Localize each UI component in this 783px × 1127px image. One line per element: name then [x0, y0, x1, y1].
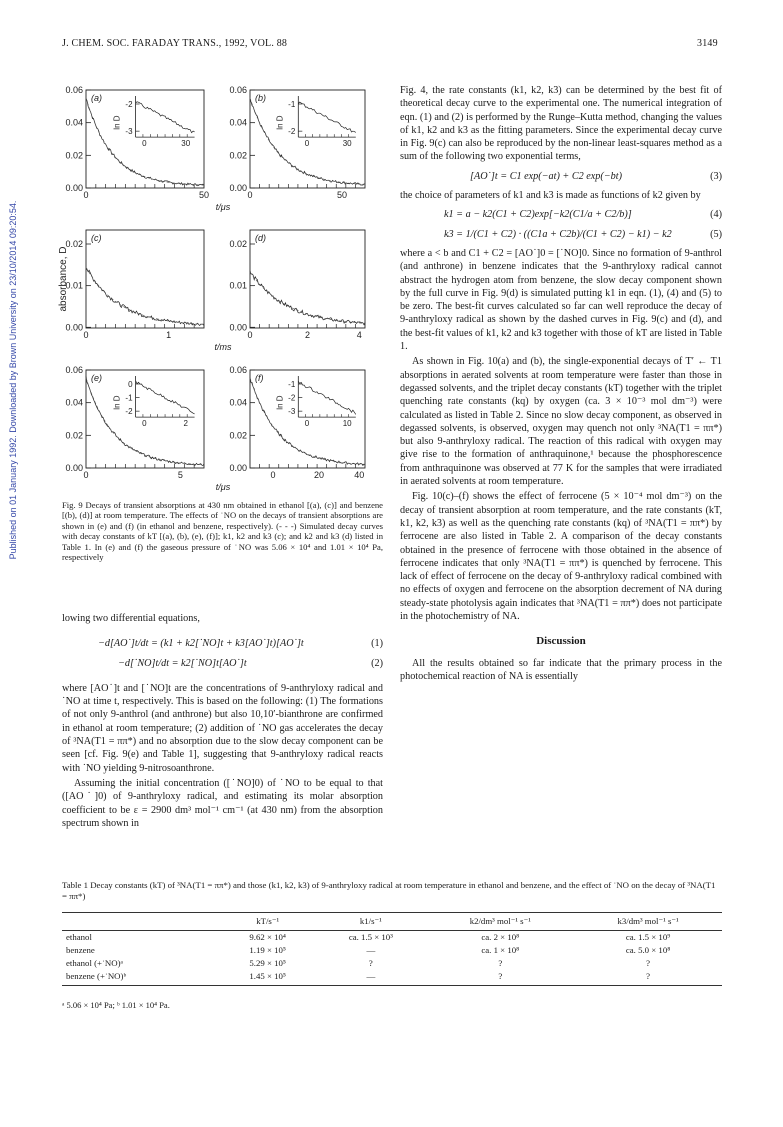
x-tick-label: 50	[336, 190, 348, 200]
y-tick-label: 0.02	[229, 150, 247, 161]
table-cell: ethanol	[66, 932, 92, 942]
table-header-cell: k2/dm³ mol⁻¹ s⁻¹	[426, 913, 574, 931]
table-cell: ?	[646, 958, 651, 968]
paragraph: where a < b and C1 + C2 = [AO˙]0 = [˙NO]0. Since no formation of 9-anthrol (and anthrone) in benzene indicates that the 9-anthryloxy radical cannot abstract the hydrogen atom from benzene, the slow decay component shown by the full curve in Fig. 9(d) is simulated putting k1 in eqn. (1), (4) and (5) to be zero. The best-fit curves calculated so far can well reproduce the decay of 9-anthryloxy radical as shown by the dashed curves in Fig. 9(c) and (d), and the best-fit values of k1, k2 and k3 together with those of kT are listed in Table 1.	[400, 247, 722, 353]
paragraph: Assuming the initial concentration ([˙NO]0) of ˙NO to be equal to that ([AO˙]0) of 9-anthryloxy radical, and estimating its molar absorption coefficient to be ε = 2900 dm³ mol⁻¹ cm⁻¹ (at 430 nm) from the absorption spectrum shown in	[62, 777, 383, 829]
y-tick-label: 0.06	[229, 85, 247, 95]
y-axis-label: absorbance, D	[58, 246, 69, 312]
equation-1	[62, 637, 383, 650]
panel-label: (e)	[91, 373, 102, 383]
table-cell: benzene (+˙NO)ᵇ	[62, 970, 220, 986]
x-tick-label: 20	[313, 470, 325, 480]
table-cell: 5.29 × 10⁵	[249, 958, 286, 968]
panel-label: (b)	[255, 93, 266, 103]
plot-frame	[86, 230, 204, 328]
table-cell: ca. 1.5 × 10⁹	[625, 932, 671, 942]
inset-trace	[298, 381, 356, 414]
table-1	[62, 912, 722, 986]
inset-trace	[136, 102, 195, 133]
table-cell: ca. 5.0 × 10⁸	[625, 945, 671, 955]
inset-x-tick-label: 30	[181, 139, 191, 149]
table-cell: —	[366, 945, 376, 955]
left-column	[62, 612, 383, 832]
inset-x-tick-label: 0	[142, 419, 147, 429]
table-caption: Table 1 Decay constants (kT) of ³NA(T1 = ππ*) and those (k1, k2, k3) of 9-anthryloxy radical at room temperature in ethanol and benzene, and the effect of ˙NO on the decay of ³NA(T1 = ππ*)	[62, 880, 716, 901]
table-footnote: ᵃ 5.06 × 10⁴ Pa; ᵇ 1.01 × 10⁴ Pa.	[62, 1000, 170, 1010]
page-number: 3149	[697, 38, 718, 49]
x-tick-label: 0	[247, 190, 253, 200]
y-tick-label: 0.04	[229, 117, 247, 128]
inset-y-tick-label: 0	[128, 380, 133, 389]
table-header-cell: k3/dm³ mol⁻¹ s⁻¹	[574, 913, 722, 931]
paragraph: As shown in Fig. 10(a) and (b), the single-exponential decays of T′ ← T1 absorptions in aerated solvents at room temperature were faster than those in degassed solvents, and the triplet decay constants (kT) together with the triplet quenching rate constants (kq) by oxygen (ca. 3 × 10⁻³ mol dm⁻³) were calculated as listed in Table 2. Since no slow decay component, as observed in degassed solvents, is observed, oxygen may quench not only ³NA(T1 = ππ*) but also 9-anthryloxy radical. The reaction of this radical with oxygen may give rise to the formation of anthraquinone,¹ because the phosphorescence from anthraquinone was observed at 77 K for the samples that were irradiated in aerated solvents at room temperature.	[400, 356, 722, 488]
equation-body: −d[˙NO]t/dt = k2[˙NO]t[AO˙]t	[118, 657, 247, 669]
table-cell: 9.62 × 10⁴	[249, 932, 286, 942]
inset-y-tick-label: -3	[288, 407, 296, 417]
equation-number: (4)	[710, 209, 722, 221]
table-cell: ethanol (+˙NO)ᵃ	[66, 958, 123, 968]
simulated-fit-curve	[250, 272, 365, 323]
table-cell: ?	[426, 970, 574, 986]
equation-body: −d[AO˙]t/dt = (k1 + k2[˙NO]t + k3[AO˙]t)[AO˙]t	[98, 638, 304, 650]
inset-y-tick-label: -2	[125, 100, 133, 109]
y-tick-label: 0.02	[65, 150, 83, 161]
x-axis-label: t/μs	[215, 202, 231, 212]
inset-y-tick-label: -2	[288, 393, 296, 403]
x-tick-label: 4	[356, 330, 362, 340]
table-header-cell	[62, 913, 220, 931]
y-tick-label: 0.00	[65, 322, 83, 333]
panel-label: (a)	[91, 93, 102, 103]
inset-trace	[298, 102, 356, 132]
equation-number: (3)	[710, 170, 722, 182]
section-heading: Discussion	[536, 635, 586, 648]
y-tick-label: 0.00	[65, 183, 83, 193]
table-row	[62, 944, 722, 957]
y-tick-label: 0.01	[65, 280, 83, 291]
x-tick-label: 2	[304, 330, 311, 340]
y-tick-label: 0.06	[229, 365, 247, 375]
x-tick-label: 0	[83, 330, 89, 340]
table-cell: ?	[498, 958, 503, 968]
inset-y-tick-label: -2	[288, 127, 296, 137]
table-cell: 1.45 × 10⁵	[220, 970, 315, 986]
x-tick-label: 40	[354, 470, 365, 480]
equation-body: k3 = 1/(C1 + C2) · ((C1a + C2b)/(C1 + C2) − k1) − k2	[444, 228, 672, 240]
table-cell: ca. 1 × 10⁸	[481, 945, 520, 955]
paragraph: All the results obtained so far indicate that the primary process in the photochemical reaction of NA is essentially	[400, 657, 722, 682]
inset-y-axis-label: ln D	[275, 395, 285, 410]
table-header-cell: kT/s⁻¹	[220, 913, 315, 931]
paragraph: where [AO˙]t and [˙NO]t are the concentrations of 9-anthryloxy radical and ˙NO at time t, respectively. This is based on the following: (1) The formations of not only 9-anthrol (and anthrone) but also 10,10′-bianthrone are confirmed in ethanol at room temperature; (2) addition of ˙NO gas accelerates the decay of ³NA(T1 = ππ*) and no absorption due to the slow decay component can be seen [cf. Fig. 9(e) and Table 1], suggesting that 9-anthryloxy radical reacts with ˙NO yielding 9-nitrosoanthrone.	[62, 682, 383, 774]
inset-x-tick-label: 0	[304, 139, 310, 149]
table-cell: 1.19 × 10⁵	[249, 945, 286, 955]
inset-y-axis-label: ln D	[112, 395, 122, 410]
table-cell: benzene	[66, 945, 95, 955]
y-tick-label: 0.00	[229, 183, 247, 193]
inset-y-tick-label: -1	[288, 100, 296, 109]
inset-x-tick-label: 0	[304, 419, 310, 429]
inset-y-tick-label: -3	[125, 127, 133, 137]
y-tick-label: 0.02	[229, 239, 247, 249]
x-tick-label: 0	[270, 470, 276, 480]
equation-5	[400, 228, 722, 241]
paragraph: lowing two differential equations,	[62, 613, 200, 624]
download-watermark	[6, 60, 20, 700]
inset-y-axis-label: ln D	[275, 115, 285, 130]
x-tick-label: 0	[83, 470, 89, 480]
equation-number: (2)	[371, 657, 383, 669]
y-tick-label: 0.01	[229, 280, 247, 291]
y-tick-label: 0.04	[229, 397, 247, 408]
table-header-row	[62, 913, 722, 931]
x-tick-label: 50	[198, 190, 210, 200]
equation-body: [AO˙]t = C1 exp(−at) + C2 exp(−bt)	[470, 170, 622, 182]
paragraph: Fig. 4, the rate constants (k1, k2, k3) can be determined by the best fit of theoretical decay curve to the experimental one. The numerical integration of eqn. (1) and (2) is performed by the Runge–Kutta method, changing the values of k1, k2 and k3 as the fitting parameters. Since the experimental decay curve in Fig. 9(c) can also be reproduced by the non-linear least-squares method as a sum of the following two exponential terms,	[400, 85, 722, 163]
inset-x-tick-label: 2	[183, 419, 188, 429]
y-tick-label: 0.00	[65, 463, 83, 473]
y-tick-label: 0.00	[229, 322, 247, 333]
y-tick-label: 0.04	[65, 117, 83, 128]
inset-y-tick-label: -1	[288, 380, 296, 389]
table-row	[62, 957, 722, 970]
equation-3	[400, 170, 722, 183]
table-cell: ?	[574, 970, 722, 986]
paragraph: Fig. 10(c)–(f) shows the effect of ferrocene (5 × 10⁻⁴ mol dm⁻³) on the decay of transient absorption at room temperature, and the rate constants (kT, k1, k2, k3) as well as the quenching rate constants (kq) of ³NA(T1 = ππ*) by ferrocene are also listed in Table 2. A comparison of the decay constants obtained in the presence of ferrocene with those obtained in the absence of ferrocene indicates that only ³NA(T1 = ππ*) is quenched by ferrocene. This lack of effect of ferrocene on the decay of 9-anthryloxy radical combined with no effects of oxygen and ferrocene on the absorption decrement of NA during steady-state photolysis again indicates that ³NA(T1 = ππ*) does not participate in the photochemistry of NA.	[400, 491, 722, 622]
equation-number: (5)	[710, 228, 722, 240]
inset-y-tick-label: -1	[125, 393, 133, 403]
equation-4	[400, 208, 722, 221]
x-tick-label: 5	[177, 470, 183, 480]
y-tick-label: 0.04	[65, 397, 83, 408]
y-tick-label: 0.02	[229, 430, 247, 441]
download-watermark-text: Published on 01 January 1992. Downloaded by Brown University on 23/10/2014 09:20:54.	[8, 200, 18, 560]
figure-9	[58, 84, 388, 494]
panel-label: (f)	[255, 373, 264, 383]
y-tick-label: 0.06	[65, 85, 83, 95]
inset-trace	[136, 381, 195, 414]
decay-trace	[86, 269, 204, 325]
equation-body: k1 = a − k2(C1 + C2)exp[−k2(C1/a + C2/b)]	[444, 209, 632, 221]
figure-caption: Fig. 9 Decays of transient absorptions at 430 nm obtained in ethanol [(a), (c)] and benzene [(b), (d)] at room temperature. The effects of ˙NO on the decays of transient absorptions are shown in (e) and (f) (in ethanol and benzene, respectively). (- - -) Simulated decay curves with decay constants of kT [(a), (b), (e), (f)]; k1, k2 and k3 (c); and k2 and k3 (d) listed in Table 1. In (e) and (f) the gaseous pressure of ˙NO was 5.06 × 10⁴ and 1.01 × 10⁴ Pa, respectively	[62, 500, 383, 563]
y-tick-label: 0.00	[229, 463, 247, 473]
running-header: J. CHEM. SOC. FARADAY TRANS., 1992, VOL. 88	[62, 38, 288, 49]
inset-x-tick-label: 30	[342, 139, 352, 149]
table-cell: ca. 2 × 10⁸	[481, 932, 520, 942]
right-column	[400, 84, 722, 685]
x-tick-label: 0	[247, 330, 253, 340]
decay-trace	[250, 271, 365, 325]
simulated-fit-curve	[86, 267, 204, 324]
table-cell: —	[315, 970, 426, 986]
y-tick-label: 0.06	[65, 365, 83, 375]
table-row	[62, 931, 722, 945]
panel-label: (c)	[91, 233, 102, 243]
inset-y-axis-label: ln D	[112, 115, 122, 130]
table-cell: ca. 1.5 × 10³	[348, 932, 393, 942]
figure-9-plots	[58, 84, 388, 494]
x-tick-label: 0	[83, 190, 89, 200]
inset-x-tick-label: 0	[142, 139, 147, 149]
table-header-cell: k1/s⁻¹	[315, 913, 426, 931]
x-axis-label: t/ms	[214, 342, 232, 352]
panel-label: (d)	[255, 233, 266, 243]
inset-y-tick-label: -2	[125, 407, 133, 417]
equation-number: (1)	[371, 638, 383, 650]
paragraph: the choice of parameters of k1 and k3 is made as functions of k2 given by	[400, 190, 701, 202]
y-tick-label: 0.02	[65, 239, 83, 249]
x-axis-label: t/μs	[215, 482, 231, 492]
equation-2	[62, 657, 383, 670]
table-cell: ?	[368, 958, 373, 968]
table-row	[62, 970, 722, 986]
y-tick-label: 0.02	[65, 430, 83, 441]
x-tick-label: 1	[166, 330, 172, 340]
inset-x-tick-label: 10	[342, 419, 352, 429]
